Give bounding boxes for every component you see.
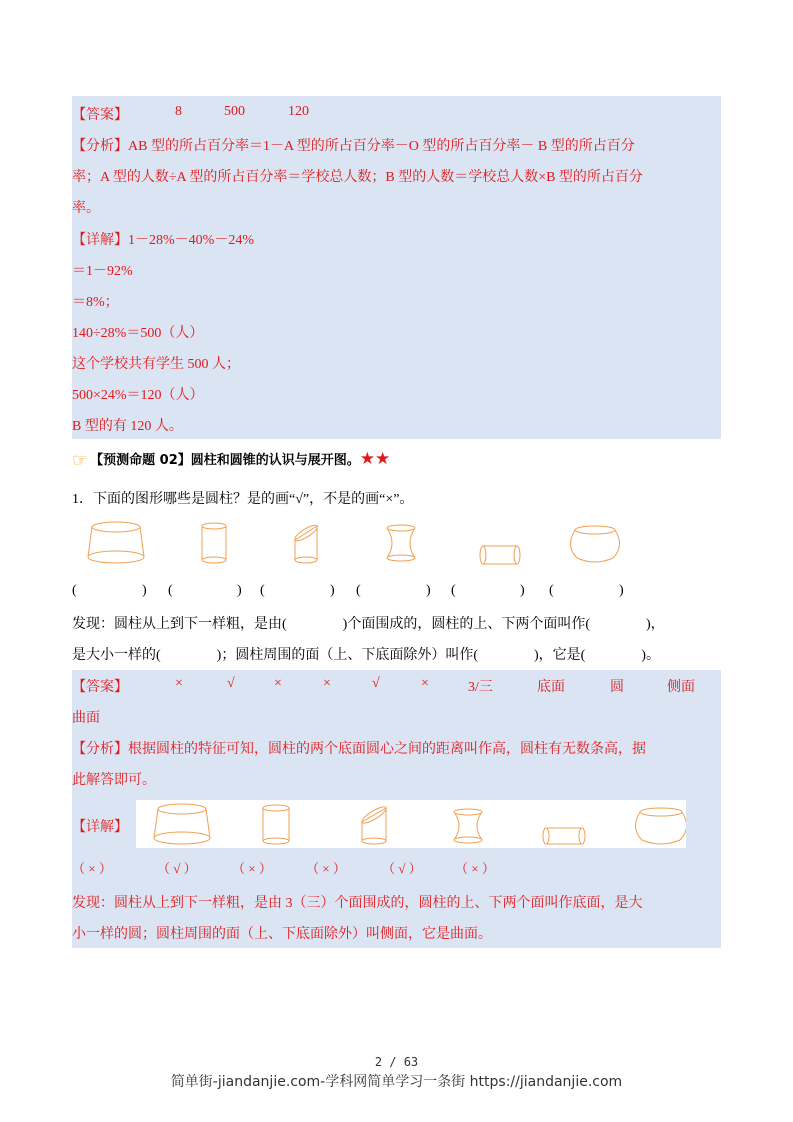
frustum-shape	[88, 522, 144, 563]
answer-box-1	[72, 96, 721, 439]
pointing-hand-icon: ☞	[72, 450, 89, 471]
analysis-line: 此解答即可。	[72, 773, 156, 788]
slanted-cut-cylinder-shape	[293, 523, 319, 563]
detail-line: B 型的有 120 人。	[72, 419, 183, 434]
frustum-shape	[154, 804, 210, 844]
answer-value: 500	[224, 104, 245, 119]
waisted-shape	[387, 525, 415, 561]
answer-value: ×	[175, 676, 183, 691]
detail-line: ＝1－92%	[72, 264, 133, 279]
blank-open: (	[168, 583, 173, 598]
analysis-line: 率。	[72, 201, 100, 216]
answer-label: 【答案】	[72, 108, 128, 123]
horizontal-cylinder-shape	[543, 828, 585, 844]
page-number: 2 / 63	[374, 1055, 419, 1069]
detail-line: 500×24%＝120（人）	[72, 388, 204, 403]
cylinder-shape	[202, 523, 226, 563]
answer-row-2	[72, 676, 721, 696]
mark: （ √ ）	[382, 861, 422, 876]
waisted-shape	[454, 809, 482, 843]
section-title: 【预测命题 02】圆柱和圆锥的认识与展开图。	[90, 453, 360, 468]
detail-line: 发现：圆柱从上到下一样粗，是由 3（三）个面围成的，圆柱的上、下两个面叫作底面，是大	[72, 896, 643, 911]
analysis-line: 率；A 型的人数÷A 型的所占百分率＝学校总人数；B 型的人数＝学校总人数×B 型的所占百分	[72, 170, 643, 185]
mark: （ × ）	[455, 861, 495, 876]
shape-row	[72, 518, 632, 568]
blank-close: )	[619, 583, 624, 598]
question-prompt: 1．下面的图形哪些是圆柱？是的画“√”，不是的画“×”。	[72, 492, 414, 507]
blank-open: (	[356, 583, 361, 598]
cylinder-shape	[263, 805, 289, 844]
detail-line: 【详解】1－28%－40%－24%	[72, 233, 254, 248]
answer-value: 3/三	[468, 680, 493, 695]
answer-label: 【答案】	[72, 680, 128, 695]
blank-close: )	[142, 583, 147, 598]
section-heading	[72, 449, 390, 471]
answer-value: 侧面	[667, 680, 695, 695]
mark: （ √ ）	[157, 861, 197, 876]
blank-close: )	[426, 583, 431, 598]
analysis-line: 【分析】AB 型的所占百分率＝1－A 型的所占百分率－O 型的所占百分率－ B 型的所占百分	[72, 139, 635, 154]
answer-value: ×	[323, 676, 331, 691]
detail-line: 小一样的圆；圆柱周围的面（上、下底面除外）叫侧面，它是曲面。	[72, 927, 492, 942]
detail-line: 这个学校共有学生 500 人；	[72, 357, 240, 372]
blank-close: )	[520, 583, 525, 598]
blank-open: (	[451, 583, 456, 598]
detail-line: 140÷28%＝500（人）	[72, 326, 204, 341]
detail-shapes-image	[136, 800, 686, 848]
barrel-shape	[570, 526, 619, 562]
answer-value: 底面	[537, 680, 565, 695]
barrel-shape	[635, 808, 686, 844]
answer-value: √	[372, 676, 380, 691]
answer-value: 120	[288, 104, 309, 119]
blank-open: (	[549, 583, 554, 598]
fill-line: 发现：圆柱从上到下一样粗，是由( )个面围成的，圆柱的上、下两个面叫作( )，	[72, 617, 665, 632]
detail-line: ＝8%；	[72, 295, 119, 310]
answer-value: √	[227, 676, 235, 691]
mark: （ × ）	[72, 861, 112, 876]
answer-value: 8	[175, 104, 182, 119]
blank-open: (	[260, 583, 265, 598]
answer-value: 圆	[610, 680, 624, 695]
difficulty-stars: ★★	[359, 449, 391, 469]
site-footer: 简单街-jiandanjie.com-学科网简单学习一条街 https://jiandanjie.com	[170, 1074, 623, 1090]
fill-line: 是大小一样的( )；圆柱周围的面（上、下底面除外）叫作( )，它是( )。	[72, 648, 660, 663]
mark: （ × ）	[306, 861, 346, 876]
horizontal-cylinder-shape	[480, 546, 520, 564]
answer-value: ×	[274, 676, 282, 691]
blank-close: )	[330, 583, 335, 598]
answer-wrap: 曲面	[72, 711, 100, 726]
slanted-cut-cylinder-shape	[360, 804, 388, 844]
mark: （ × ）	[232, 861, 272, 876]
blank-open: (	[72, 583, 77, 598]
blank-close: )	[237, 583, 242, 598]
detail-label: 【详解】	[72, 820, 128, 835]
answer-row-1	[72, 104, 309, 124]
answer-value: ×	[421, 676, 429, 691]
analysis-line: 【分析】根据圆柱的特征可知，圆柱的两个底面圆心之间的距离叫作高，圆柱有无数条高，据	[72, 742, 646, 757]
